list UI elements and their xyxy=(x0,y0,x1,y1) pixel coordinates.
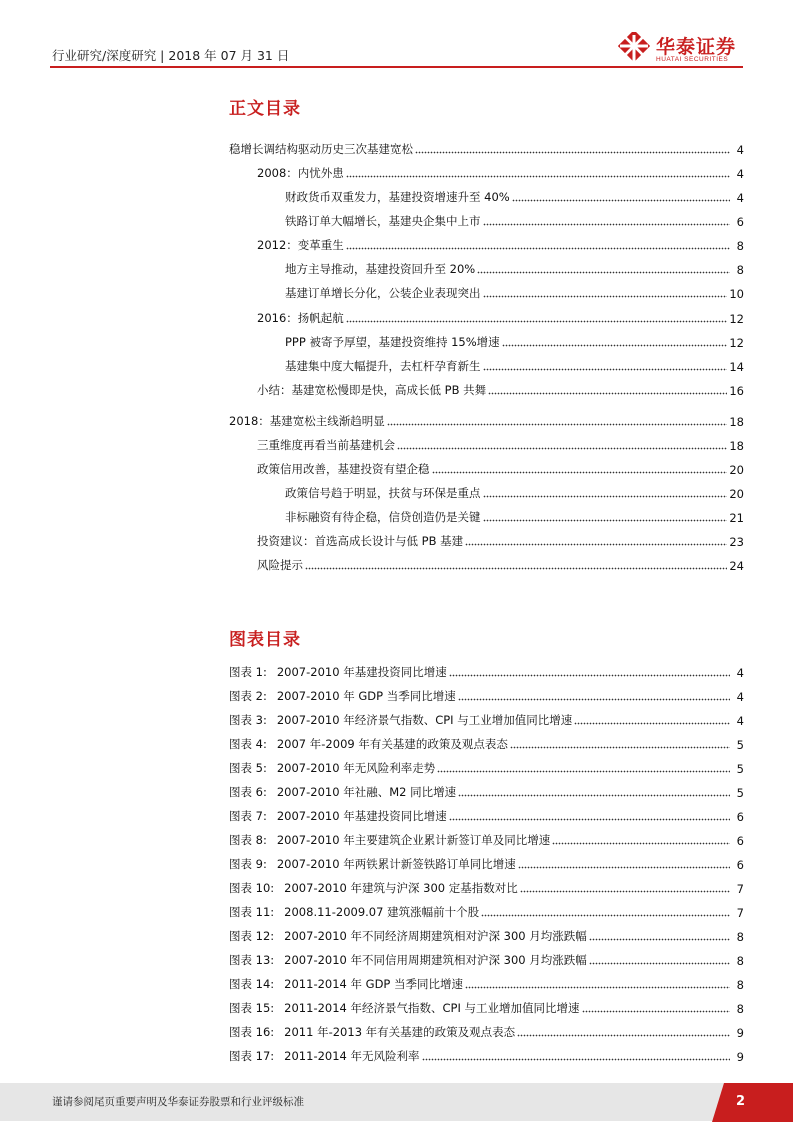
figure-label: 图表 12: xyxy=(229,929,275,943)
dot-leader xyxy=(458,698,730,701)
figure-label: 图表 10: xyxy=(229,881,275,895)
figure-page: 8 xyxy=(736,978,744,992)
figure-page: 6 xyxy=(736,834,744,848)
figure-label: 图表 13: xyxy=(229,953,275,967)
dot-leader xyxy=(483,495,728,498)
dot-leader xyxy=(488,392,727,395)
toc-item-text: PPP 被寄予厚望，基建投资维持 15%增速 xyxy=(285,335,500,349)
dot-leader xyxy=(481,914,730,917)
toc-title: 正文目录 xyxy=(229,99,301,119)
figure-label: 图表 15: xyxy=(229,1001,275,1015)
figure-page: 8 xyxy=(736,1002,744,1016)
dot-leader xyxy=(415,151,730,154)
dot-leader xyxy=(582,1010,730,1013)
dot-leader xyxy=(465,543,727,546)
figure-label: 图表 8: xyxy=(229,833,267,847)
dot-leader xyxy=(483,368,728,371)
toc-item[interactable] xyxy=(257,437,744,453)
figure-title: 2007-2010 年建筑与沪深 300 定基指数对比 xyxy=(284,881,518,895)
figure-title: 2007-2010 年不同经济周期建筑相对沪深 300 月均涨跌幅 xyxy=(284,929,587,943)
figure-page: 6 xyxy=(736,858,744,872)
dot-leader xyxy=(465,986,730,989)
dot-leader xyxy=(589,938,730,941)
dot-leader xyxy=(346,175,730,178)
toc-item[interactable] xyxy=(285,509,744,525)
toc-item-text: 2012：变革重生 xyxy=(257,238,344,252)
dot-leader xyxy=(449,818,730,821)
figure-page: 5 xyxy=(736,738,744,752)
toc-item[interactable] xyxy=(257,557,744,573)
figure-item[interactable] xyxy=(229,1000,744,1016)
dot-leader xyxy=(483,519,728,522)
figure-item[interactable] xyxy=(229,1048,744,1064)
figure-title: 2007-2010 年主要建筑企业累计新签订单及同比增速 xyxy=(276,833,551,847)
dot-leader xyxy=(477,271,730,274)
dot-leader xyxy=(589,962,730,965)
figure-title: 2008.11-2009.07 建筑涨幅前十个股 xyxy=(284,905,480,919)
figure-title: 2011-2014 年无风险利率 xyxy=(284,1049,420,1063)
figure-title: 2007-2010 年社融、M2 同比增速 xyxy=(276,785,457,799)
toc-item[interactable] xyxy=(257,382,744,398)
figure-page: 4 xyxy=(736,690,744,704)
figure-item[interactable] xyxy=(229,784,744,800)
figure-page: 7 xyxy=(736,906,744,920)
figure-title: 2007 年-2009 年有关基建的政策及观点表态 xyxy=(276,737,508,751)
toc-item-page: 12 xyxy=(729,336,744,350)
figure-item[interactable] xyxy=(229,808,744,824)
figure-page: 9 xyxy=(736,1026,744,1040)
toc-item-page: 20 xyxy=(729,463,744,477)
toc-item-text: 2008：内忧外患 xyxy=(257,166,344,180)
dot-leader xyxy=(483,295,728,298)
dot-leader xyxy=(449,674,730,677)
huatai-logo-icon xyxy=(618,32,650,64)
dot-leader xyxy=(437,770,730,773)
figure-title: 2007-2010 年 GDP 当季同比增速 xyxy=(276,689,456,703)
toc-item[interactable] xyxy=(285,189,744,205)
figure-label: 图表 5: xyxy=(229,761,267,775)
logo-chinese-name: 华泰证券 xyxy=(656,36,737,58)
figure-page: 5 xyxy=(736,762,744,776)
figure-item[interactable] xyxy=(229,952,744,968)
figure-item[interactable] xyxy=(229,856,744,872)
dot-leader xyxy=(510,746,730,749)
figure-label: 图表 17: xyxy=(229,1049,275,1063)
dot-leader xyxy=(517,1034,730,1037)
toc-item[interactable] xyxy=(285,285,744,301)
toc-item[interactable] xyxy=(229,413,744,429)
figure-title: 2007-2010 年经济景气指数、CPI 与工业增加值同比增速 xyxy=(276,713,573,727)
toc-item[interactable] xyxy=(285,334,744,350)
toc-item-page: 10 xyxy=(729,287,744,301)
dot-leader xyxy=(422,1058,730,1061)
toc-item[interactable] xyxy=(229,141,744,157)
toc-item-text: 风险提示 xyxy=(257,558,303,572)
figure-title: 2007-2010 年不同信用周期建筑相对沪深 300 月均涨跌幅 xyxy=(284,953,587,967)
figure-item[interactable] xyxy=(229,712,744,728)
dot-leader xyxy=(305,567,727,570)
figure-page: 8 xyxy=(736,954,744,968)
figure-item[interactable] xyxy=(229,688,744,704)
toc-item-page: 23 xyxy=(729,535,744,549)
figure-page: 6 xyxy=(736,810,744,824)
toc-item[interactable] xyxy=(285,261,744,277)
toc-item-text: 政策信用改善，基建投资有望企稳 xyxy=(257,462,430,476)
toc-item[interactable] xyxy=(257,461,744,477)
toc-item[interactable] xyxy=(257,310,744,326)
figure-page: 7 xyxy=(736,882,744,896)
figure-item[interactable] xyxy=(229,832,744,848)
toc-item-text: 2018：基建宽松主线渐趋明显 xyxy=(229,414,385,428)
figure-title: 2011-2014 年 GDP 当季同比增速 xyxy=(284,977,464,991)
figure-item[interactable] xyxy=(229,904,744,920)
dot-leader xyxy=(520,890,730,893)
toc-item-text: 2016：扬帆起航 xyxy=(257,311,344,325)
figure-title: 2007-2010 年基建投资同比增速 xyxy=(276,809,447,823)
dot-leader xyxy=(574,722,730,725)
toc-item-text: 基建集中度大幅提升，去杠杆孕育新生 xyxy=(285,359,481,373)
toc-item[interactable] xyxy=(285,213,744,229)
dot-leader xyxy=(387,423,728,426)
toc-item-page: 8 xyxy=(736,263,744,277)
figure-item[interactable] xyxy=(229,880,744,896)
toc-item-text: 政策信号趋于明显，扶贫与环保是重点 xyxy=(285,486,481,500)
logo xyxy=(606,28,751,68)
toc-item-page: 8 xyxy=(736,239,744,253)
page-number: 2 xyxy=(736,1094,746,1109)
page-number-badge xyxy=(712,1083,793,1122)
footer-disclaimer[interactable]: 谨请参阅尾页重要声明及华泰证券股票和行业评级标准 xyxy=(52,1096,304,1108)
dot-leader xyxy=(346,320,728,323)
figure-title: 2007-2010 年无风险利率走势 xyxy=(276,761,436,775)
dot-leader xyxy=(518,866,730,869)
figure-label: 图表 2: xyxy=(229,689,267,703)
toc-item-text: 地方主导推动，基建投资回升至 20% xyxy=(285,262,476,276)
figure-page: 4 xyxy=(736,714,744,728)
figure-item[interactable] xyxy=(229,928,744,944)
figure-item[interactable] xyxy=(229,736,744,752)
toc-item-page: 12 xyxy=(729,312,744,326)
figure-title: 2007-2010 年两铁累计新签铁路订单同比增速 xyxy=(276,857,516,871)
toc-item-text: 非标融资有待企稳，信贷创造仍是关键 xyxy=(285,510,481,524)
header-text: 行业研究/深度研究 | 2018 年 07 月 31 日 xyxy=(52,48,290,63)
toc-item-page: 21 xyxy=(729,511,744,525)
figure-page: 8 xyxy=(736,930,744,944)
toc-item[interactable] xyxy=(257,237,744,253)
toc-item-page: 6 xyxy=(736,215,744,229)
figure-item[interactable] xyxy=(229,976,744,992)
toc-item-page: 16 xyxy=(729,384,744,398)
figure-title: 2011 年-2013 年有关基建的政策及观点表态 xyxy=(284,1025,516,1039)
figure-label: 图表 6: xyxy=(229,785,267,799)
figure-label: 图表 11: xyxy=(229,905,275,919)
toc-item-page: 14 xyxy=(729,360,744,374)
toc-item[interactable] xyxy=(285,358,744,374)
dot-leader xyxy=(432,471,728,474)
figure-page: 9 xyxy=(736,1050,744,1064)
figure-label: 图表 7: xyxy=(229,809,267,823)
figure-label: 图表 3: xyxy=(229,713,267,727)
toc-item-page: 24 xyxy=(729,559,744,573)
toc-item-text: 小结：基建宽松慢即是快，高成长低 PB 共舞 xyxy=(257,383,487,397)
toc-item-page: 4 xyxy=(736,167,744,181)
dot-leader xyxy=(346,247,730,250)
toc-item-page: 4 xyxy=(736,191,744,205)
dot-leader xyxy=(458,794,730,797)
dot-leader xyxy=(397,447,727,450)
figure-title: 2011-2014 年经济景气指数、CPI 与工业增加值同比增速 xyxy=(284,1001,580,1015)
toc-item-text: 投资建议：首选高成长设计与低 PB 基建 xyxy=(257,534,464,548)
logo-english-name: HUATAI SECURITIES xyxy=(656,56,729,63)
figure-label: 图表 4: xyxy=(229,737,267,751)
figure-label: 图表 14: xyxy=(229,977,275,991)
dot-leader xyxy=(502,344,728,347)
toc-item[interactable] xyxy=(257,165,744,181)
toc-item[interactable] xyxy=(285,485,744,501)
toc-item-page: 4 xyxy=(736,143,744,157)
toc-item-text: 稳增长调结构驱动历史三次基建宽松 xyxy=(229,142,413,156)
figure-label: 图表 9: xyxy=(229,857,267,871)
dot-leader xyxy=(483,223,731,226)
toc-item-text: 铁路订单大幅增长，基建央企集中上市 xyxy=(285,214,481,228)
figure-label: 图表 16: xyxy=(229,1025,275,1039)
toc-item-page: 18 xyxy=(729,439,744,453)
toc-item-text: 基建订单增长分化，公装企业表现突出 xyxy=(285,286,481,300)
figure-item[interactable] xyxy=(229,760,744,776)
figure-page: 4 xyxy=(736,666,744,680)
toc-item-text: 财政货币双重发力，基建投资增速升至 40% xyxy=(285,190,510,204)
figure-title: 2007-2010 年基建投资同比增速 xyxy=(276,665,447,679)
figure-label: 图表 1: xyxy=(229,665,267,679)
figure-page: 5 xyxy=(736,786,744,800)
figure-item[interactable] xyxy=(229,1024,744,1040)
dot-leader xyxy=(552,842,730,845)
toc-item[interactable] xyxy=(257,533,744,549)
toc-item-page: 18 xyxy=(729,415,744,429)
toc-item-page: 20 xyxy=(729,487,744,501)
figures-title: 图表目录 xyxy=(229,630,301,650)
dot-leader xyxy=(512,199,730,202)
figure-item[interactable] xyxy=(229,664,744,680)
toc-item-text: 三重维度再看当前基建机会 xyxy=(257,438,395,452)
